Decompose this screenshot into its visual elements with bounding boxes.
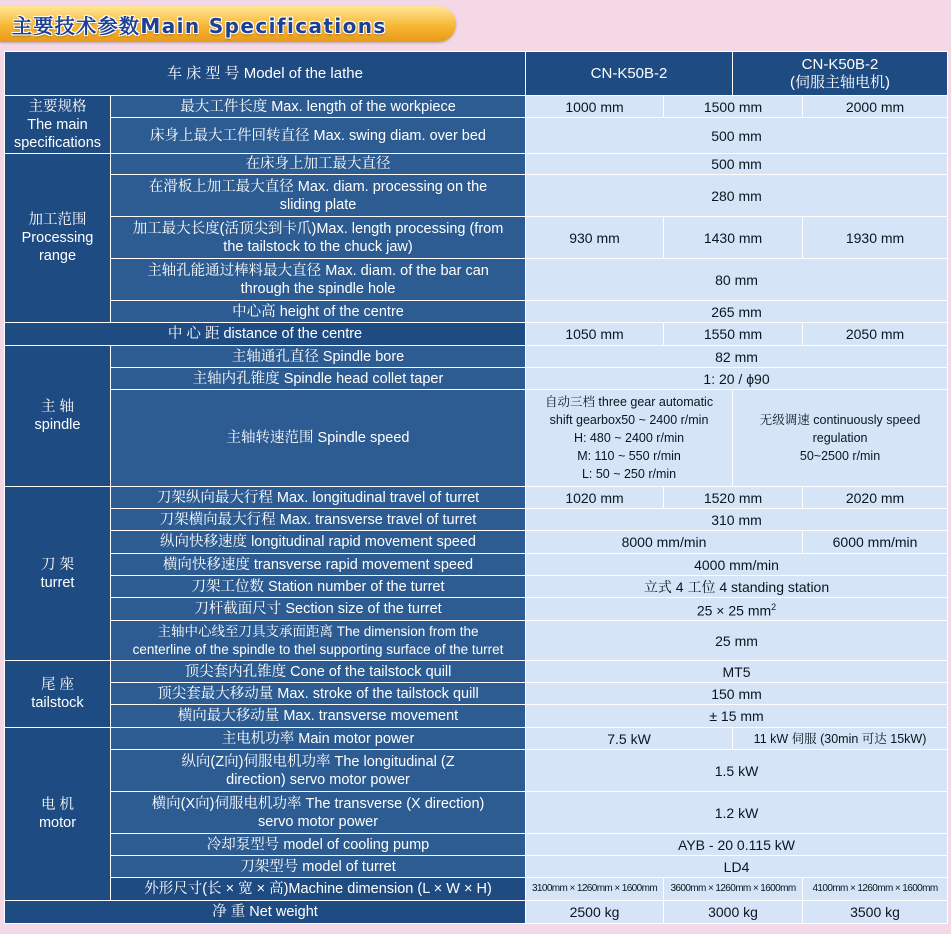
group-spindle: 主 轴 spindle: [5, 346, 111, 487]
cell-value: 1000 mm: [526, 96, 664, 118]
cell-value: 930 mm: [526, 217, 664, 259]
table-row: [5, 621, 948, 661]
table-row: [5, 96, 948, 118]
cell-value: 4100mm × 1260mm × 1600mm: [803, 878, 948, 901]
table-row: [5, 154, 948, 175]
row-label: 在滑板上加工最大直径 Max. diam. processing on the sliding plate: [111, 175, 526, 217]
cell-value: 1.5 kW: [526, 750, 948, 792]
table-row: [5, 878, 948, 901]
table-row: [5, 175, 948, 217]
table-row: [5, 217, 948, 259]
cell-value: 310 mm: [526, 509, 948, 531]
model-a: CN-K50B-2: [526, 52, 733, 96]
title-banner: [0, 6, 456, 42]
table-row: [5, 856, 948, 878]
cell-value: 500 mm: [526, 118, 948, 154]
row-label: 刀架工位数 Station number of the turret: [111, 576, 526, 598]
cell-value: 立式 4 工位 4 standing station: [526, 576, 948, 598]
cell-value: 无级调速 continuously speed regulation 50~2500 r/min: [733, 390, 948, 487]
cell-value: 1930 mm: [803, 217, 948, 259]
row-label: 顶尖套内孔锥度 Cone of the tailstock quill: [111, 661, 526, 683]
row-label: 主电机功率 Main motor power: [111, 728, 526, 750]
group-main: 主要规格 The main specifications: [5, 96, 111, 154]
cell-value: 1550 mm: [664, 323, 803, 346]
cell-value: 1.2 kW: [526, 792, 948, 834]
group-processing: 加工范围 Processing range: [5, 154, 111, 323]
row-label: 中心高 height of the centre: [111, 301, 526, 323]
row-label: 横向最大移动量 Max. transverse movement: [111, 705, 526, 728]
table-row: [5, 368, 948, 390]
group-turret: 刀 架 turret: [5, 487, 111, 661]
row-label: 纵向(Z向)伺服电机功率 The longitudinal (Z direction) servo motor power: [111, 750, 526, 792]
group-tailstock: 尾 座 tailstock: [5, 661, 111, 728]
row-label: 横向快移速度 transverse rapid movement speed: [111, 554, 526, 576]
cell-value: 150 mm: [526, 683, 948, 705]
table-row: [5, 301, 948, 323]
row-label: 加工最大长度(活顶尖到卡爪)Max. length processing (from the tailstock to the chuck jaw): [111, 217, 526, 259]
cell-value: 2020 mm: [803, 487, 948, 509]
cell-value: 自动三档 three gear automatic shift gearbox50 ~ 2400 r/min H: 480 ~ 2400 r/min M: 110 ~ 550 r/min L: 50 ~ 250 r/min: [526, 390, 733, 487]
table-row: [5, 259, 948, 301]
table-row: [5, 576, 948, 598]
cell-value: 25 mm: [526, 621, 948, 661]
cell-value: ± 15 mm: [526, 705, 948, 728]
row-label: 顶尖套最大移动量 Max. stroke of the tailstock quill: [111, 683, 526, 705]
table-row: [5, 661, 948, 683]
cell-value: 6000 mm/min: [803, 531, 948, 554]
cell-value: LD4: [526, 856, 948, 878]
cell-value: 3000 kg: [664, 901, 803, 924]
cell-value: 11 kW 伺服 (30min 可达 15kW): [733, 728, 948, 750]
row-label: 冷却泵型号 model of cooling pump: [111, 834, 526, 856]
cell-value: 4000 mm/min: [526, 554, 948, 576]
row-label: 主轴转速范围 Spindle speed: [111, 390, 526, 487]
cell-value: 7.5 kW: [526, 728, 733, 750]
cell-value: 80 mm: [526, 259, 948, 301]
row-label: 主轴中心线至刀具支承面距离 The dimension from the centerline of the spindle to thel supporting surface of the turret: [111, 621, 526, 661]
table-row: [5, 509, 948, 531]
cell-value: 500 mm: [526, 154, 948, 175]
cell-value: 25 × 25 $mm^2$: [526, 598, 948, 621]
row-label: 刀杆截面尺寸 Section size of the turret: [111, 598, 526, 621]
cell-value: 1050 mm: [526, 323, 664, 346]
cell-value: 1430 mm: [664, 217, 803, 259]
model-b: CN-K50B-2 (伺服主轴电机): [733, 52, 948, 96]
specifications-table: [4, 51, 948, 924]
table-row: [5, 554, 948, 576]
row-label: 横向(X向)伺服电机功率 The transverse (X direction) servo motor power: [111, 792, 526, 834]
cell-value: 1: 20 / ϕ90: [526, 368, 948, 390]
table-row: [5, 901, 948, 924]
table-row: [5, 346, 948, 368]
table-row: [5, 323, 948, 346]
page-title: 主要技术参数Main Specifications: [12, 14, 387, 38]
group-motor: 电 机 motor: [5, 728, 111, 901]
row-label: 主轴通孔直径 Spindle bore: [111, 346, 526, 368]
cell-value: 3100mm × 1260mm × 1600mm: [526, 878, 664, 901]
cell-value: 2050 mm: [803, 323, 948, 346]
table-row: [5, 487, 948, 509]
header-row: [5, 52, 948, 96]
cell-value: 82 mm: [526, 346, 948, 368]
row-label: 床身上最大工件回转直径 Max. swing diam. over bed: [111, 118, 526, 154]
table-row: [5, 705, 948, 728]
row-label: 刀架型号 model of turret: [111, 856, 526, 878]
table-row: [5, 792, 948, 834]
cell-value: 2000 mm: [803, 96, 948, 118]
cell-value: 1500 mm: [664, 96, 803, 118]
cell-value: 3500 kg: [803, 901, 948, 924]
table-row: [5, 598, 948, 621]
row-label: 中 心 距 distance of the centre: [5, 323, 526, 346]
row-label: 刀架纵向最大行程 Max. longitudinal travel of turret: [111, 487, 526, 509]
table-row: [5, 531, 948, 554]
cell-value: 2500 kg: [526, 901, 664, 924]
cell-value: AYB - 20 0.115 kW: [526, 834, 948, 856]
row-label: 纵向快移速度 longitudinal rapid movement speed: [111, 531, 526, 554]
model-label: 车 床 型 号 Model of the lathe: [5, 52, 526, 96]
cell-value: 265 mm: [526, 301, 948, 323]
table-row: [5, 390, 948, 487]
table-row: [5, 750, 948, 792]
table-row: [5, 834, 948, 856]
row-label: 最大工件长度 Max. length of the workpiece: [111, 96, 526, 118]
row-label: 净 重 Net weight: [5, 901, 526, 924]
cell-value: 280 mm: [526, 175, 948, 217]
row-label: 主轴孔能通过棒料最大直径 Max. diam. of the bar can through the spindle hole: [111, 259, 526, 301]
cell-value: 8000 mm/min: [526, 531, 803, 554]
cell-value: MT5: [526, 661, 948, 683]
row-label: 外形尺寸(长 × 宽 × 高)Machine dimension (L × W × H): [111, 878, 526, 901]
table-row: [5, 728, 948, 750]
row-label: 在床身上加工最大直径: [111, 154, 526, 175]
table-row: [5, 118, 948, 154]
table-row: [5, 683, 948, 705]
row-label: 刀架横向最大行程 Max. transverse travel of turret: [111, 509, 526, 531]
cell-value: 1020 mm: [526, 487, 664, 509]
row-label: 主轴内孔锥度 Spindle head collet taper: [111, 368, 526, 390]
cell-value: 1520 mm: [664, 487, 803, 509]
cell-value: 3600mm × 1260mm × 1600mm: [664, 878, 803, 901]
